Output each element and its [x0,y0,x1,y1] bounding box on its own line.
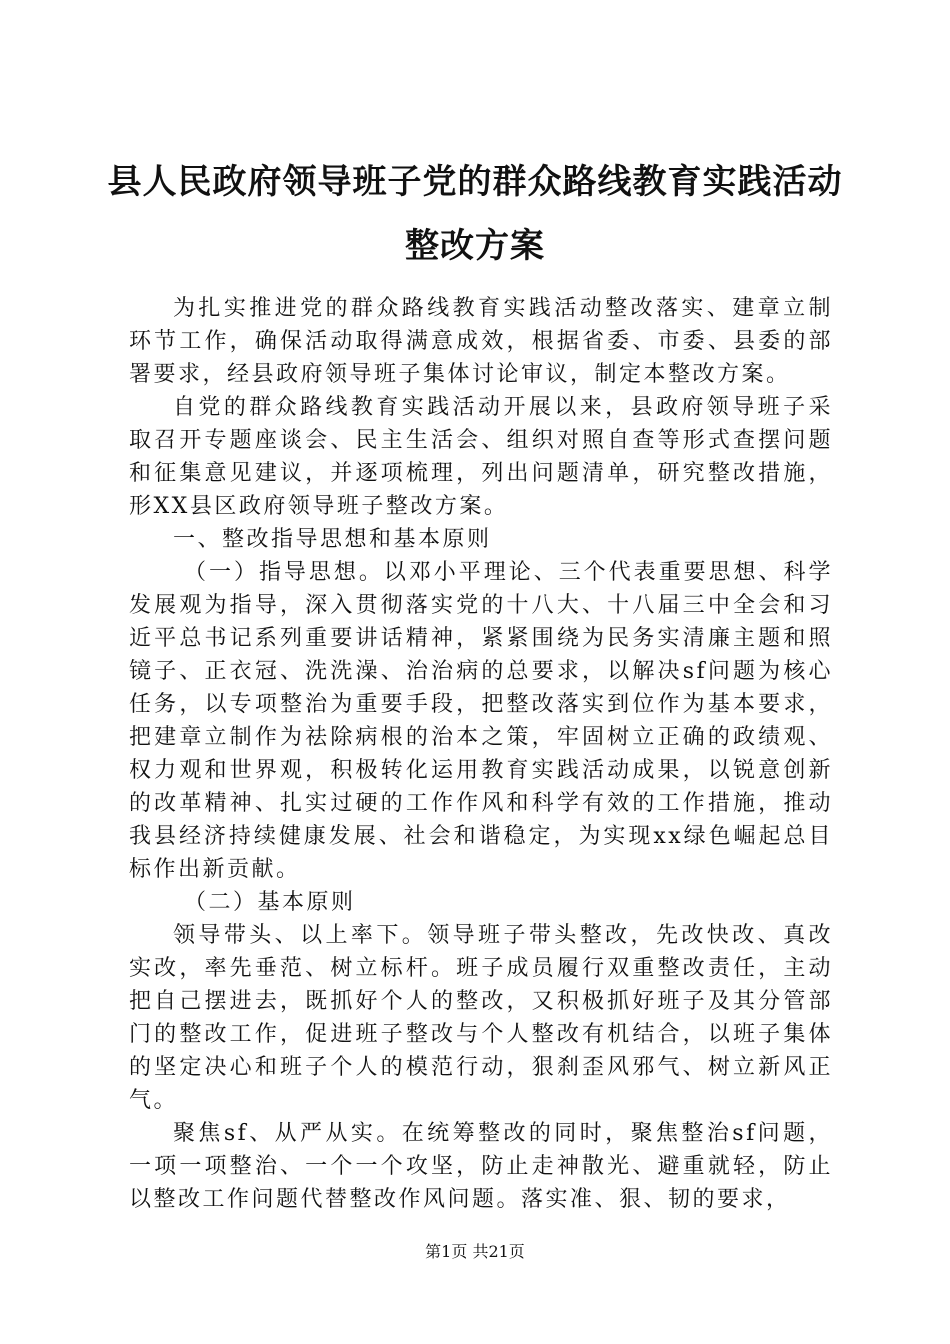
paragraph-principle-lead: 领导带头、以上率下。领导班子带头整改，先改快改、真改实改，率先垂范、树立标杆。班子成员履行双重整改责任，主动把自己摆进去，既抓好个人的整改，又积极抓好班子及其分管部门的整改工作，促进班子整改与个人整改有机结合，以班子集体的坚定决心和班子个人的模范行动，狠刹歪风邪气、树立新风正气。 [129,923,833,1113]
paragraph-guiding-thought: （一）指导思想。以邓小平理论、三个代表重要思想、科学发展观为指导，深入贯彻落实党的十八大、十八届三中全会和习近平总书记系列重要讲话精神，紧紧围绕为民务实清廉主题和照镜子、正衣冠、洗洗澡、治治病的总要求，以解决sf问题为核心任务，以专项整治为重要手段，把整改落实到位作为基本要求，把建章立制作为祛除病根的治本之策，牢固树立正确的政绩观、权力观和世界观，积极转化运用教育实践活动成果，以锐意创新的改革精神、扎实过硬的工作作风和科学有效的工作措施，推动我县经济持续健康发展、社会和谐稳定，为实现xx绿色崛起总目标作出新贡献。 [129,560,833,882]
paragraph-intro: 为扎实推进党的群众路线教育实践活动整改落实、建章立制环节工作，确保活动取得满意成效，根据省委、市委、县委的部署要求，经县政府领导班子集体讨论审议，制定本整改方案。 [129,296,833,387]
page-number-footer: 第1页 共21页 [425,1242,525,1261]
document-title: 县人民政府领导班子党的群众路线教育实践活动整改方案 [107,162,843,266]
section-heading-1: 一、整改指导思想和基本原则 [173,527,492,552]
subsection-heading-principles: （二）基本原则 [184,890,356,915]
paragraph-background: 自党的群众路线教育实践活动开展以来，县政府领导班子采取召开专题座谈会、民主生活会、组织对照自查等形式查摆问题和征集意见建议，并逐项梳理，列出问题清单，研究整改措施，形XX县区政府领导班子整改方案。 [129,395,833,519]
paragraph-principle-focus: 聚焦sf、从严从实。在统筹整改的同时，聚焦整治sf问题，一项一项整治、一个一个攻坚，防止走神散光、避重就轻，防止以整改工作问题代替整改作风问题。落实准、狠、韧的要求， [129,1121,833,1212]
document-body [129,292,833,1216]
